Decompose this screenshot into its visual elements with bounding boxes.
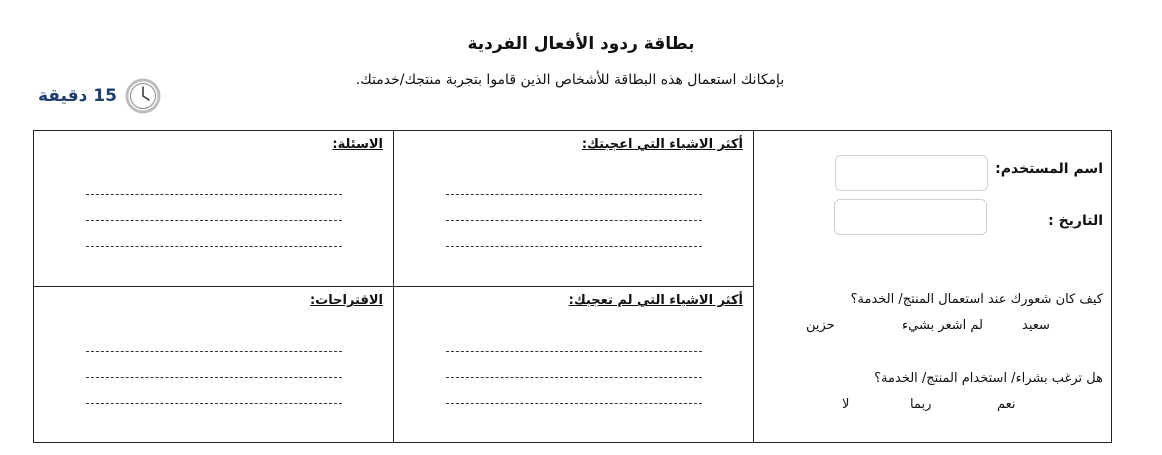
liked-line-3[interactable]: [446, 246, 702, 247]
date-input[interactable]: [834, 199, 987, 235]
questions-line-3[interactable]: [86, 246, 342, 247]
row-divider: [34, 286, 754, 287]
questions-line-2[interactable]: [86, 220, 342, 221]
feeling-option-neutral[interactable]: لم اشعر بشيء: [902, 318, 983, 333]
date-label: التاريخ :: [1048, 213, 1103, 229]
disliked-line-2[interactable]: [446, 377, 702, 378]
purchase-question: هل ترغب بشراء/ استخدام المنتج/ الخدمة؟: [874, 371, 1103, 386]
suggestions-line-1[interactable]: [86, 351, 342, 352]
username-label: اسم المستخدم:: [995, 161, 1103, 177]
disliked-title: أكثر الاشياء التي لم تعجبك:: [568, 293, 743, 308]
suggestions-line-2[interactable]: [86, 377, 342, 378]
username-input[interactable]: [835, 155, 988, 191]
purchase-option-maybe[interactable]: ربما: [910, 397, 932, 412]
questions-line-1[interactable]: [86, 194, 342, 195]
timer-label: 15 دقيقة: [38, 86, 117, 106]
feelings-question: كيف كان شعورك عند استعمال المنتج/ الخدمة؟: [850, 292, 1103, 307]
liked-line-2[interactable]: [446, 220, 702, 221]
liked-line-1[interactable]: [446, 194, 702, 195]
questions-title: الاسئلة:: [332, 137, 383, 152]
disliked-line-1[interactable]: [446, 351, 702, 352]
disliked-line-3[interactable]: [446, 403, 702, 404]
feedback-grid: [33, 130, 1112, 443]
suggestions-title: الاقتراحات:: [309, 293, 383, 308]
feeling-option-happy[interactable]: سعيد: [1022, 318, 1050, 333]
page-subtitle: بإمكانك استعمال هذه البطاقة للأشخاص الذين قاموا بتجربة منتجك/خدمتك.: [355, 72, 785, 88]
suggestions-line-3[interactable]: [86, 403, 342, 404]
purchase-option-no[interactable]: لا: [842, 397, 850, 412]
timer: [38, 76, 161, 116]
page-title: بطاقة ردود الأفعال الفردية: [467, 34, 695, 54]
clock-icon: [125, 78, 161, 114]
purchase-option-yes[interactable]: نعم: [997, 397, 1016, 412]
liked-title: أكثر الاشياء التي اعجبتك:: [581, 137, 743, 152]
feeling-option-sad[interactable]: حزين: [806, 318, 835, 333]
